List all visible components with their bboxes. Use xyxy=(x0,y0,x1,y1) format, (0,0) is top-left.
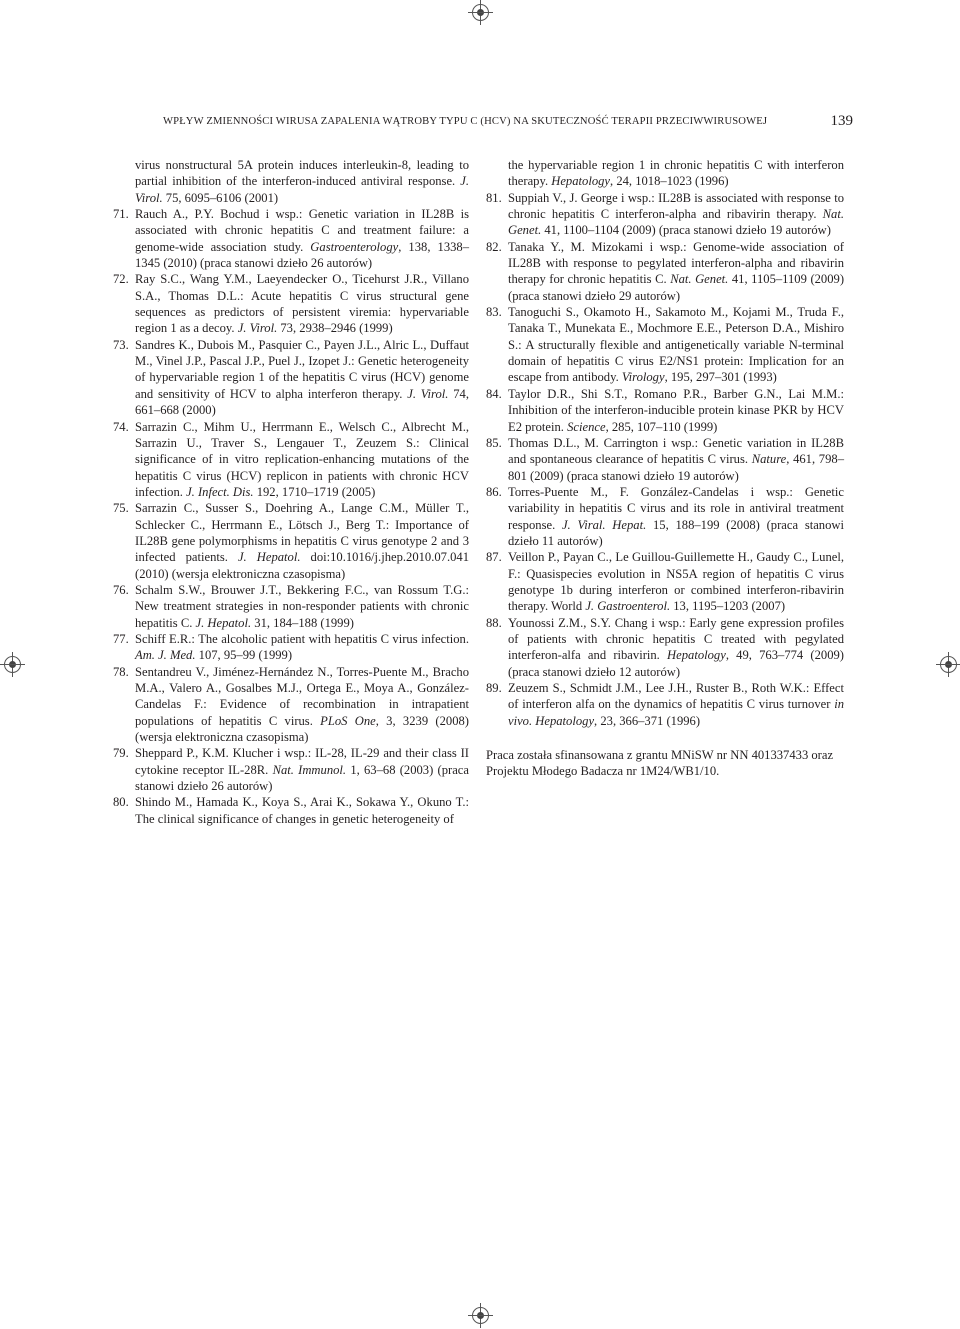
reference-journal: Hepatology xyxy=(551,174,611,189)
reference-text: virus nonstructural 5A protein induces interleukin-8, leading to partial inhibition of the interferon-induced antiviral response. xyxy=(135,158,469,189)
reference-text: 41, 1105–1109 (2009) (praca stanowi dzieło 29 autorów) xyxy=(508,272,845,303)
reference-number: 79. xyxy=(113,746,129,761)
registration-mark-bottom xyxy=(472,1307,489,1324)
reference-journal: Gastroenterology xyxy=(310,239,399,254)
reference-text: Sarrazin C., Mihm U., Herrmann E., Welsch C., Albrecht M., Sarrazin U., Traver S., Lengauer T., Zeuzem S.: Clinical significance of in vitro replication-enhancing mutations of the hepatitis C virus (HCV) replicon in patients with chronic HCV infection. xyxy=(135,419,469,499)
reference-text: Sarrazin C., Susser S., Doehring A., Lange C.M., Müller T., Schlecker C., Herrmann E., Lötsch J., Berg T.: Importance of IL28B gene polymorphisms in hepatitis C virus genotype 2 and 3 infected patients. xyxy=(135,501,469,565)
reference-journal: Nature xyxy=(751,452,787,467)
reference-text: Sentandreu V., Jiménez-Hernández N., Torres-Puente M., Bracho M.A., Valero A., Gosalbes M.J., Ortega E., Moya A., González-Candelas F.: Evidence of recombination in intrapatient populations of hepatitis C virus. xyxy=(135,664,469,728)
reference-journal: Hepatology xyxy=(667,648,726,663)
reference-number: 72. xyxy=(113,272,129,287)
reference-text: Ray S.C., Wang Y.M., Laeyendecker O., Ticehurst J.R., Villano S.A., Thomas D.L.: Acute hepatitis C virus structural gene sequences as predictors of persistent viremia: hypervariable region 1 as a decoy. xyxy=(135,272,469,336)
reference-text: , 285, 107–110 (1999) xyxy=(605,419,718,434)
reference-text: Veillon P., Payan C., Le Guillou-Guillemette H., Gaudy C., Lunel, F.: Quasispecies evolution in NS5A region of hepatitis C virus genotype 1b during interferon or combined interferon-ribavirin therapy. World xyxy=(508,550,844,614)
reference-text: 75, 6095–6106 (2001) xyxy=(162,190,279,205)
reference-text: 74, 661–668 (2000) xyxy=(135,386,470,418)
reference-text: 13, 1195–1203 (2007) xyxy=(670,599,786,614)
reference-item xyxy=(486,304,844,386)
reference-journal: Nat. Genet. xyxy=(670,272,729,287)
reference-item xyxy=(486,190,844,239)
reference-item xyxy=(113,419,469,501)
reference-number: 83. xyxy=(486,305,502,320)
registration-mark-left xyxy=(4,656,21,673)
reference-text: Younossi Z.M., S.Y. Chang i wsp.: Early gene expression profiles of patients with chronic hepatitis C treated with pegylated interferon-alfa and ribavirin. xyxy=(508,615,844,663)
reference-text: , 3, 3239 (2008) (wersja elektroniczna czasopisma) xyxy=(135,713,469,745)
reference-number: 84. xyxy=(486,386,502,401)
reference-item xyxy=(113,745,469,794)
running-header xyxy=(163,114,853,132)
reference-number: 76. xyxy=(113,582,129,597)
reference-number: 86. xyxy=(486,484,502,499)
reference-text: 192, 1710–1719 (2005) xyxy=(253,484,376,499)
reference-continuation xyxy=(113,157,469,206)
reference-text: Schiff E.R.: The alcoholic patient with hepatitis C virus infection. xyxy=(135,631,469,646)
reference-item xyxy=(486,549,844,614)
reference-journal: J. Virol. xyxy=(407,386,449,401)
reference-journal: Am. J. Med. xyxy=(135,648,196,663)
reference-number: 88. xyxy=(486,615,502,630)
reference-text: , 461, 798–801 (2009) (praca stanowi dzieło 19 autorów) xyxy=(508,452,844,483)
reference-journal: J. Gastroenterol. xyxy=(585,599,671,614)
reference-text: the hypervariable region 1 in chronic hepatitis C with interferon therapy. xyxy=(508,158,844,189)
reference-item xyxy=(486,615,844,680)
reference-journal: J. Hepatol. xyxy=(237,550,301,565)
reference-number: 81. xyxy=(486,190,502,205)
reference-item xyxy=(486,484,844,549)
reference-text: Tanoguchi S., Okamoto H., Sakamoto M., Kojami M., Truda F., Tanaka T., Munekata E., Mochmore E.E., Peterson D.A., Mishiro S.: A structurally flexible and antigenetically variable N-terminal domain of hepatitis C virus E2/NS1 protein: Implication for an escape from antibody. xyxy=(508,305,844,385)
reference-text: , 24, 1018–1023 (1996) xyxy=(610,174,729,189)
reference-journal: in vivo. xyxy=(508,697,844,728)
reference-item xyxy=(486,435,844,484)
reference-text: Suppiah V., J. George i wsp.: IL28B is associated with response to chronic hepatitis C interferon-alpha and ribavirin therapy. xyxy=(508,190,844,222)
reference-number: 74. xyxy=(113,419,129,434)
reference-journal: J. Infect. Dis. xyxy=(186,484,254,499)
reference-number: 73. xyxy=(113,337,129,352)
reference-item xyxy=(486,680,844,729)
reference-journal: J. Hepatol. xyxy=(195,615,252,630)
reference-number: 77. xyxy=(113,631,129,646)
reference-number: 78. xyxy=(113,664,129,679)
reference-item xyxy=(113,500,469,582)
reference-text: , 195, 297–301 (1993) xyxy=(664,370,777,385)
reference-item xyxy=(113,631,469,664)
reference-journal: Nat. Genet. xyxy=(508,207,844,238)
reference-item xyxy=(113,337,469,419)
reference-text: 15, 188–199 (2008) (praca stanowi dzieło 11 autorów) xyxy=(508,517,844,548)
reference-journal: Hepatology xyxy=(535,713,595,728)
reference-text: Rauch A., P.Y. Bochud i wsp.: Genetic variation in IL28B is associated with chronic hepatitis C and treatment failure: a genome-wide association study. xyxy=(135,207,469,254)
reference-text: 73, 2938–2946 (1999) xyxy=(277,321,393,336)
reference-text: 31, 184–188 (1999) xyxy=(251,615,354,630)
reference-text: Torres-Puente M., F. González-Candelas i wsp.: Genetic variability in hepatitis C virus and its role in antiviral treatment response. xyxy=(508,484,844,532)
registration-mark-right xyxy=(940,656,957,673)
reference-text: Schalm S.W., Brouwer J.T., Bekkering F.C., van Rossum T.G.: New treatment strategies in non-responder patients with chronic hepatitis C. xyxy=(135,582,469,630)
reference-number: 82. xyxy=(486,239,502,254)
reference-text: doi:10.1016/j.jhep.2010.07.041 (2010) (wersja elektroniczna czasopisma) xyxy=(135,550,469,581)
left-column-references xyxy=(113,157,469,827)
right-column-references xyxy=(486,157,844,780)
reference-item xyxy=(486,386,844,435)
reference-text: Tanaka Y., M. Mizokami i wsp.: Genome-wide association of IL28B with response to pegylated interferon-alpha and ribavirin therapy for chronic hepatitis C. xyxy=(508,239,844,287)
registration-mark-top xyxy=(472,4,489,21)
reference-item xyxy=(113,664,469,746)
reference-item xyxy=(113,271,469,336)
reference-item xyxy=(113,794,469,827)
reference-journal: Nat. Immunol. xyxy=(272,762,347,777)
reference-text: Thomas D.L., M. Carrington i wsp.: Genetic variation in IL28B and spontaneous clearance of hepatitis C virus. xyxy=(508,435,844,467)
running-title: WPŁYW ZMIENNOŚCI WIRUSA ZAPALENIA WĄTROBY TYPU C (HCV) NA SKUTECZNOŚĆ TERAPII PRZECIWWIRUSOWEJ xyxy=(163,116,768,127)
reference-item xyxy=(113,206,469,271)
reference-text: 41, 1100–1104 (2009) (praca stanowi dzieło 19 autorów) xyxy=(541,223,831,238)
reference-text: 107, 95–99 (1999) xyxy=(195,648,293,663)
reference-journal: Virology xyxy=(621,370,665,385)
reference-text: , 49, 763–774 (2009) (praca stanowi dzieło 12 autorów) xyxy=(508,648,844,679)
reference-text: Zeuzem S., Schmidt J.M., Lee J.H., Ruster B., Roth W.K.: Effect of interferon alfa on the dynamics of hepatitis C virus turnover xyxy=(508,681,844,712)
reference-journal: J. Virol. xyxy=(135,174,469,205)
reference-number: 87. xyxy=(486,550,502,565)
reference-number: 89. xyxy=(486,681,502,695)
reference-number: 71. xyxy=(113,207,129,222)
reference-number: 75. xyxy=(113,501,129,516)
reference-item xyxy=(113,582,469,631)
reference-text: , 23, 366–371 (1996) xyxy=(594,713,701,728)
reference-text: Sandres K., Dubois M., Pasquier C., Payen J.L., Alric L., Duffaut M., Vinel J.P., Pascal J.P., Puel J., Izopet J.: Genetic heterogeneity of hypervariable region 1 of the hepatitis C virus (HCV) genome and sensitivity of HCV to alpha interferon therapy. xyxy=(135,337,469,401)
reference-text: Shindo M., Hamada K., Koya S., Arai K., Sokawa Y., Okuno T.: The clinical significance of changes in genetic heterogeneity of xyxy=(135,795,469,826)
reference-text: 1, 63–68 (2003) (praca stanowi dzieło 26 autorów) xyxy=(135,762,469,794)
reference-number: 85. xyxy=(486,435,502,450)
funding-note: Praca została sfinansowana z grantu MNiSW nr NN 401337433 oraz Projektu Młodego Badacza nr 1M24/WB1/10. xyxy=(486,748,834,779)
reference-journal: PLoS One xyxy=(320,713,376,728)
reference-number: 80. xyxy=(113,795,129,810)
reference-item xyxy=(486,239,844,304)
reference-text: , 138, 1338–1345 (2010) (praca stanowi dzieło 26 autorów) xyxy=(135,239,469,271)
reference-continuation xyxy=(486,157,844,190)
reference-journal: J. Viral. Hepat. xyxy=(561,517,647,532)
reference-journal: J. Virol. xyxy=(237,321,278,336)
reference-text: Taylor D.R., Shi S.T., Romano P.R., Barber G.N., Lai M.M.: Inhibition of the interferon-inducible protein kinase PKR by HCV E2 protein. xyxy=(508,386,844,434)
reference-text: Sheppard P., K.M. Klucher i wsp.: IL-28, IL-29 and their class II cytokine receptor IL-28R. xyxy=(135,746,469,777)
reference-journal: Science xyxy=(567,419,606,434)
page-number: 139 xyxy=(830,113,853,129)
